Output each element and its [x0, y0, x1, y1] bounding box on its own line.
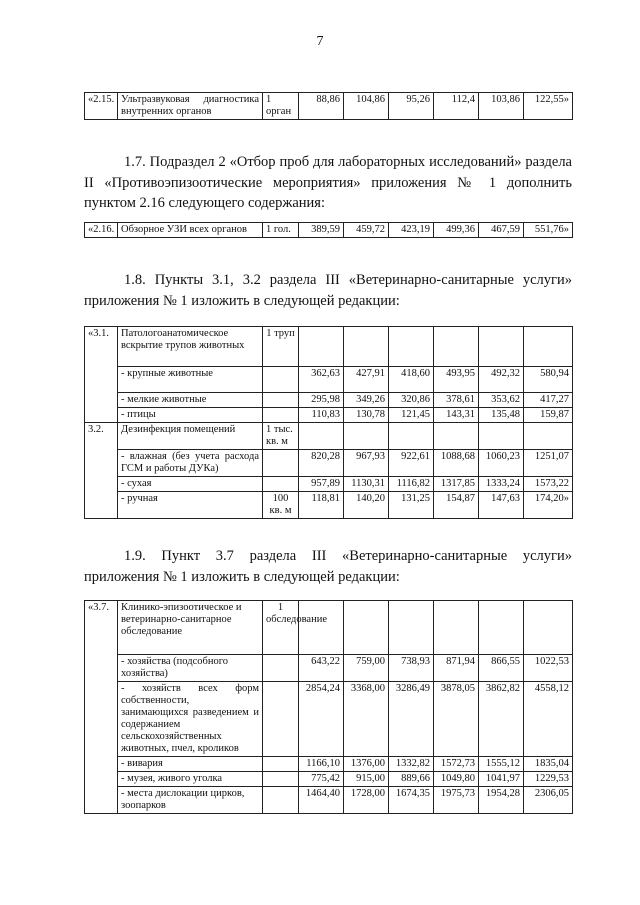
value-cell: 349,26: [344, 393, 389, 408]
value-cell: 889,66: [389, 772, 434, 787]
value-cell: 118,81: [299, 492, 344, 519]
value-cell: 1333,24: [479, 477, 524, 492]
row-unit: 1 орган: [263, 93, 299, 120]
value-cell: 389,59: [299, 223, 344, 238]
row-name: - хозяйства (подсобного хозяйства): [118, 655, 263, 682]
row-code: «2.15.: [85, 93, 118, 120]
value-cell: 1130,31: [344, 477, 389, 492]
value-cell: 1728,00: [344, 787, 389, 814]
row-unit: 1 обследование: [263, 601, 299, 655]
row-code: «3.7.: [85, 601, 118, 655]
value-cell: 1975,73: [434, 787, 479, 814]
table-row: [85, 601, 573, 655]
value-cell: 1088,68: [434, 450, 479, 477]
paragraph-1-8: 1.8. Пункты 3.1, 3.2 раздела III «Ветеринарно-санитарные услуги» приложения № 1 изложить в следующей редакции:: [84, 272, 572, 309]
value-cell: 459,72: [344, 223, 389, 238]
row-name: - музея, живого уголка: [118, 772, 263, 787]
value-cell: 499,36: [434, 223, 479, 238]
value-cell: 493,95: [434, 367, 479, 393]
table-2-15: [84, 92, 573, 120]
value-cell: 423,19: [389, 223, 434, 238]
value-cell: 1573,22: [524, 477, 573, 492]
value-cell: 112,4: [434, 93, 479, 120]
value-cell: 467,59: [479, 223, 524, 238]
value-cell: 915,00: [344, 772, 389, 787]
row-name: - крупные животные: [118, 367, 263, 393]
value-cell: 121,45: [389, 408, 434, 423]
value-cell: 104,86: [344, 93, 389, 120]
value-cell: 492,32: [479, 367, 524, 393]
row-name: - мелкие животные: [118, 393, 263, 408]
value-cell: 1835,04: [524, 757, 573, 772]
table-2-16: [84, 222, 573, 238]
value-cell: 1332,82: [389, 757, 434, 772]
value-cell: 1251,07: [524, 450, 573, 477]
value-cell: 122,55»: [524, 93, 573, 120]
table-row: [85, 393, 573, 408]
table-row: [85, 423, 573, 450]
paragraph-1-9: 1.9. Пункт 3.7 раздела III «Ветеринарно-санитарные услуги» приложения № 1 изложить в следующей редакции:: [84, 548, 572, 585]
row-name: - ручная: [118, 492, 263, 519]
table-row: [85, 772, 573, 787]
row-unit: 1 труп: [263, 327, 299, 367]
value-cell: 131,25: [389, 492, 434, 519]
value-cell: 159,87: [524, 408, 573, 423]
row-name: Клинико-эпизоотическое и ветеринарно-санитарное обследование: [118, 601, 263, 655]
row-unit: 1 тыс. кв. м: [263, 423, 299, 450]
value-cell: 1464,40: [299, 787, 344, 814]
value-cell: 427,91: [344, 367, 389, 393]
value-cell: 551,76»: [524, 223, 573, 238]
value-cell: 174,20»: [524, 492, 573, 519]
value-cell: 418,60: [389, 367, 434, 393]
value-cell: 967,93: [344, 450, 389, 477]
row-name: - сухая: [118, 477, 263, 492]
table-3-7: [84, 600, 573, 814]
value-cell: 147,63: [479, 492, 524, 519]
value-cell: 1954,28: [479, 787, 524, 814]
value-cell: 3878,05: [434, 682, 479, 757]
value-cell: 135,48: [479, 408, 524, 423]
value-cell: 353,62: [479, 393, 524, 408]
value-cell: 1116,82: [389, 477, 434, 492]
value-cell: 2854,24: [299, 682, 344, 757]
table-row: [85, 93, 573, 120]
row-name: Обзорное УЗИ всех органов: [118, 223, 263, 238]
row-name: - места дислокации цирков, зоопарков: [118, 787, 263, 814]
table-row: [85, 408, 573, 423]
value-cell: 871,94: [434, 655, 479, 682]
value-cell: 88,86: [299, 93, 344, 120]
row-name: - вивария: [118, 757, 263, 772]
table-row: [85, 450, 573, 477]
value-cell: 1049,80: [434, 772, 479, 787]
value-cell: 417,27: [524, 393, 573, 408]
value-cell: 295,98: [299, 393, 344, 408]
value-cell: 143,31: [434, 408, 479, 423]
value-cell: 130,78: [344, 408, 389, 423]
value-cell: 154,87: [434, 492, 479, 519]
value-cell: 110,83: [299, 408, 344, 423]
row-unit: 1 гол.: [263, 223, 299, 238]
value-cell: 957,89: [299, 477, 344, 492]
paragraph-1-7: 1.7. Подраздел 2 «Отбор проб для лабораторных исследований» раздела II «Противоэпизоотические мероприятия» приложения № 1 дополнить пунктом 2.16 следующего содержания:: [84, 154, 572, 211]
row-name: - птицы: [118, 408, 263, 423]
value-cell: 643,22: [299, 655, 344, 682]
value-cell: 1041,97: [479, 772, 524, 787]
value-cell: 3286,49: [389, 682, 434, 757]
row-code: 3.2.: [85, 423, 118, 450]
table-row: [85, 682, 573, 757]
value-cell: 759,00: [344, 655, 389, 682]
value-cell: 320,86: [389, 393, 434, 408]
value-cell: 2306,05: [524, 787, 573, 814]
row-name: Ультразвуковая диагностика внутренних органов: [118, 93, 263, 120]
value-cell: 580,94: [524, 367, 573, 393]
table-row: [85, 367, 573, 393]
value-cell: 820,28: [299, 450, 344, 477]
row-name: - хозяйств всех форм собственности, занимающихся разведением и содержанием сельскохозяйственных животных, пчел, кроликов: [118, 682, 263, 757]
value-cell: 866,55: [479, 655, 524, 682]
table-row: [85, 787, 573, 814]
row-name: Патологоанатомическое вскрытие трупов животных: [118, 327, 263, 367]
page-number: 7: [316, 34, 324, 49]
value-cell: 1317,85: [434, 477, 479, 492]
value-cell: 1674,35: [389, 787, 434, 814]
row-name: - влажная (без учета расхода ГСМ и работы ДУКа): [118, 450, 263, 477]
table-row: [85, 477, 573, 492]
value-cell: 3862,82: [479, 682, 524, 757]
row-unit: 100 кв. м: [263, 492, 299, 519]
value-cell: 4558,12: [524, 682, 573, 757]
value-cell: 1022,53: [524, 655, 573, 682]
value-cell: 922,61: [389, 450, 434, 477]
row-code: «3.1.: [85, 327, 118, 367]
value-cell: 1229,53: [524, 772, 573, 787]
value-cell: 362,63: [299, 367, 344, 393]
row-code: «2.16.: [85, 223, 118, 238]
table-row: [85, 492, 573, 519]
value-cell: 1555,12: [479, 757, 524, 772]
value-cell: 3368,00: [344, 682, 389, 757]
value-cell: 103,86: [479, 93, 524, 120]
value-cell: 1060,23: [479, 450, 524, 477]
row-name: Дезинфекция помещений: [118, 423, 263, 450]
value-cell: 1376,00: [344, 757, 389, 772]
table-row: [85, 757, 573, 772]
table-row: [85, 223, 573, 238]
table-row: [85, 327, 573, 367]
value-cell: 775,42: [299, 772, 344, 787]
value-cell: 1572,73: [434, 757, 479, 772]
table-3-1-3-2: [84, 326, 573, 519]
table-row: [85, 655, 573, 682]
value-cell: 378,61: [434, 393, 479, 408]
value-cell: 95,26: [389, 93, 434, 120]
value-cell: 1166,10: [299, 757, 344, 772]
value-cell: 140,20: [344, 492, 389, 519]
value-cell: 738,93: [389, 655, 434, 682]
